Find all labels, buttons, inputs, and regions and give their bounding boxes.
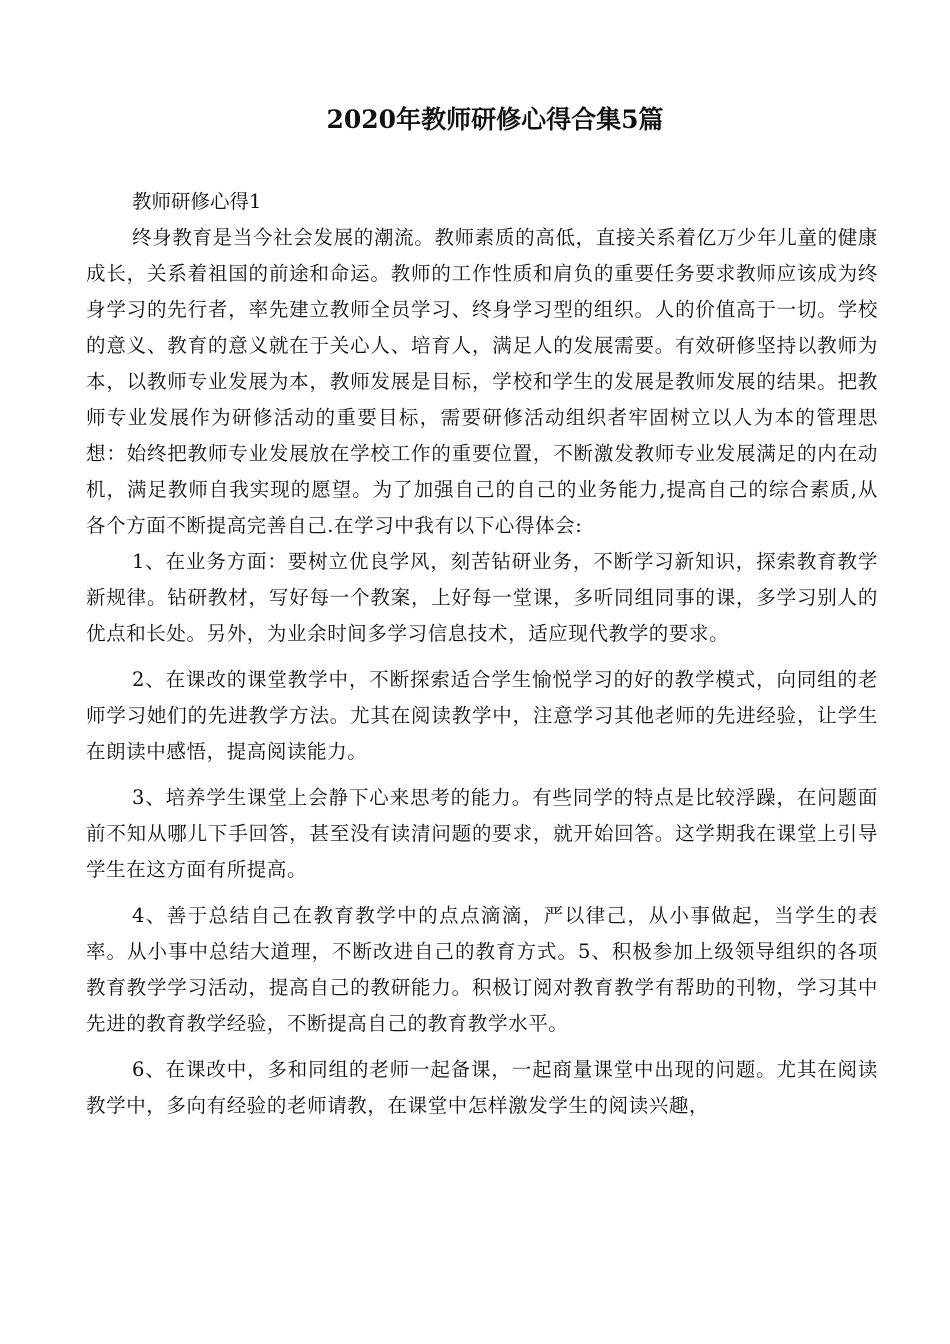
document-page: [86, 98, 878, 1124]
paragraph-item-6: 6、在课改中，多和同组的老师一起备课，一起商量课堂中出现的问题。尤其在阅读教学中，多向有经验的老师请教，在课堂中怎样激发学生的阅读兴趣，: [86, 1058, 878, 1117]
document-title: 2020年教师研修心得合集5篇: [326, 105, 664, 134]
paragraph-intro: 终身教育是当今社会发展的潮流。教师素质的高低，直接关系着亿万少年儿童的健康成长，关系着祖国的前途和命运。教师的工作性质和肩负的重要任务要求教师应该成为终身学习的先行者，率先建立教师全员学习、终身学习型的组织。人的价值高于一切。学校的意义、教育的意义就在于关心人、培育人，满足人的发展需要。有效研修坚持以教师为本，以教师专业发展为本，教师发展是目标，学校和学生的发展是教师发展的结果。把教师专业发展作为研修活动的重要目标，需要研修活动组织者牢固树立以人为本的管理思想：始终把教师专业发展放在学校工作的重要位置，不断激发教师专业发展满足的内在动机，满足教师自我实现的愿望。为了加强自己的自己的业务能力,提高自己的综合素质,从各个方面不断提高完善自己.在学习中我有以下心得体会:: [86, 226, 878, 537]
paragraph-item-4-5: 4、善于总结自己在教育教学中的点点滴滴，严以律己，从小事做起，当学生的表率。从小事中总结大道理，不断改进自己的教育方式。5、积极参加上级领导组织的各项教育教学学习活动，提高自己的教研能力。积极订阅对教育教学有帮助的刊物，学习其中先进的教育教学经验，不断提高自己的教育教学水平。: [86, 904, 878, 1035]
section-heading: 教师研修心得1: [132, 190, 262, 213]
paragraph-item-1: 1、在业务方面：要树立优良学风，刻苦钻研业务，不断学习新知识，探索教育教学新规律。钻研教材，写好每一个教案，上好每一堂课，多听同组同事的课，多学习别人的优点和长处。另外，为业余时间多学习信息技术，适应现代教学的要求。: [86, 550, 878, 645]
paragraph-item-2: 2、在课改的课堂教学中，不断探索适合学生愉悦学习的好的教学模式，向同组的老师学习她们的先进教学方法。尤其在阅读教学中，注意学习其他老师的先进经验，让学生在朗读中感悟，提高阅读能力。: [86, 668, 878, 763]
paragraph-item-3: 3、培养学生课堂上会静下心来思考的能力。有些同学的特点是比较浮躁，在问题面前不知从哪儿下手回答，甚至没有读清问题的要求，就开始回答。这学期我在课堂上引导学生在这方面有所提高。: [86, 786, 878, 881]
